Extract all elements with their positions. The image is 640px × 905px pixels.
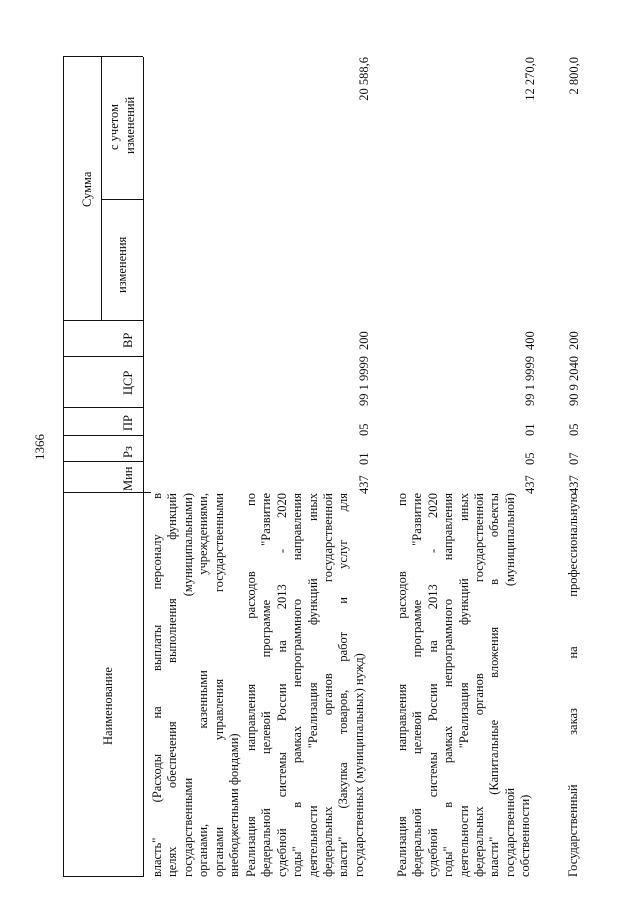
row-pr: 01 [523, 423, 537, 436]
header-name: Наименование [101, 667, 115, 745]
header-div-change-total [101, 199, 143, 200]
row-amount: 12 270,0 [523, 57, 537, 101]
header-pr: ПР [121, 415, 135, 431]
row-min: 437 [523, 475, 537, 494]
row-vr: 400 [523, 331, 537, 350]
row-description: Реализация направления расходов по федеральной целевой программе "Развитие судебной системы России на 2013 - 2020 годы" в рамках непрограммного направления деятельности "Реализация функций иных федеральных органов государственной власти" (Закупка товаров, работ и услуг для государственных (муниципальных) нужд) [244, 493, 366, 877]
row-vr: 200 [357, 331, 371, 350]
row-csr: 99 1 9999 [357, 356, 371, 406]
header-sum-underline [101, 57, 102, 321]
row-rz: 05 [523, 452, 537, 465]
row-description: власть" (Расходы на выплаты персоналу в целях обеспечения выполнения функций государственными (муниципальными) органами, казенными учреждениями, органами управления государственными внебюджетными фондами) [150, 493, 241, 877]
row-amount: 2 800,0 [567, 57, 581, 95]
row-rz: 07 [567, 452, 581, 465]
header-rz: Рз [121, 446, 135, 458]
header-div-vr-sum [63, 320, 143, 321]
header-div-pr-csr [63, 407, 143, 408]
row-min: 437 [567, 475, 581, 494]
row-rz: 01 [357, 452, 371, 465]
header-left-border [63, 876, 143, 877]
header-with-changes-1: с учетом [107, 104, 121, 150]
header-div-name-min [63, 492, 143, 493]
header-div-rz-pr [63, 435, 143, 436]
header-right-border [63, 56, 143, 57]
row-amount: 20 588,6 [357, 57, 371, 101]
row-min: 437 [357, 475, 371, 494]
page-number: 1366 [32, 434, 47, 460]
row-pr: 05 [567, 423, 581, 436]
header-csr: ЦСР [121, 370, 135, 395]
row-csr: 90 9 2040 [567, 356, 581, 406]
header-vr: ВР [121, 332, 135, 348]
header-min: Мин [121, 466, 135, 491]
header-sum: Сумма [80, 171, 94, 207]
header-top-border [63, 57, 64, 877]
header-bottom-border [143, 57, 144, 877]
header-change: изменения [115, 236, 129, 293]
header-with-changes-2: изменений [123, 96, 137, 154]
row-csr: 99 1 9999 [523, 356, 537, 406]
header-div-csr-vr [63, 356, 143, 357]
row-description: Реализация направления расходов по федеральной целевой программе "Развитие судебной системы России на 2013 - 2020 годы" в рамках непрограммного направления деятельности "Реализация функций иных федеральных органов государственной власти" (Капитальные вложения в объекты государственной (муниципальной) собственности) [395, 493, 533, 877]
row-description: Государственный заказ на профессиональную [566, 493, 580, 877]
header-div-min-rz [63, 461, 143, 462]
row-vr: 200 [567, 331, 581, 350]
row-pr: 05 [357, 423, 371, 436]
